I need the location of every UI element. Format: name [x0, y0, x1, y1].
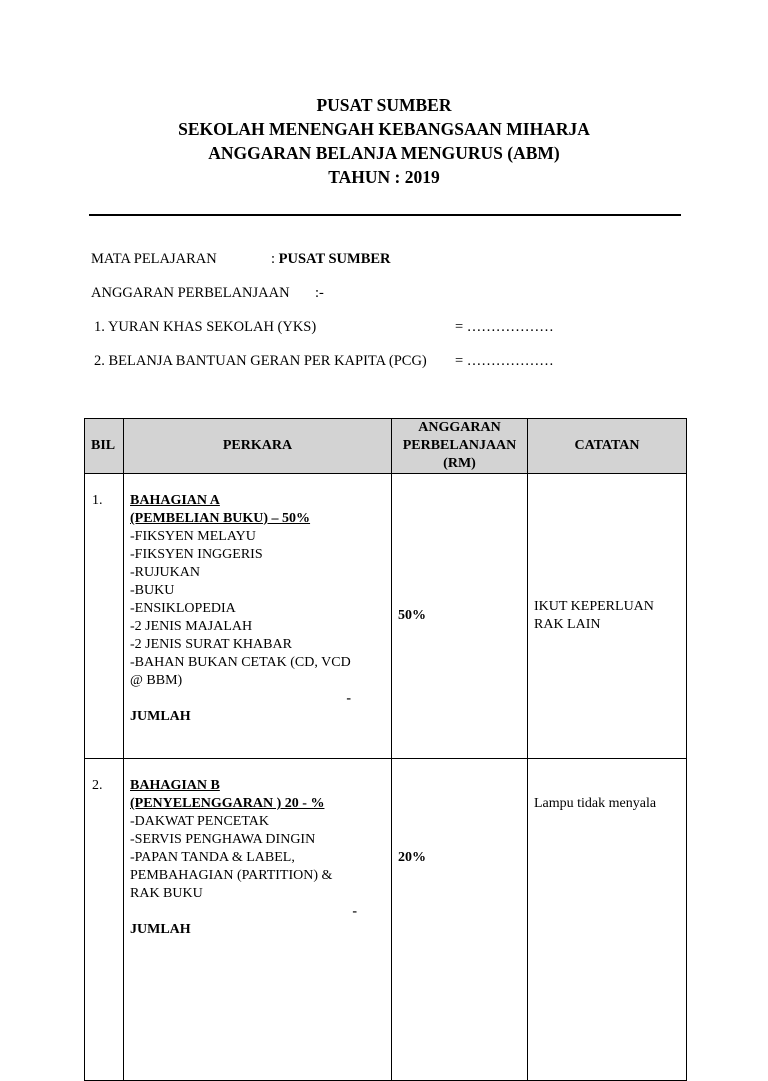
- list-item: -2 JENIS MAJALAH: [130, 619, 253, 634]
- list-item: @ BBM): [130, 673, 183, 688]
- title-line-4: TAHUN : 2019: [328, 167, 440, 187]
- yks-value: = ………………: [455, 319, 554, 335]
- table-header-row: [85, 419, 687, 474]
- total-dash: -: [346, 691, 351, 706]
- subject-label: MATA PELAJARAN: [91, 251, 217, 267]
- header-anggaran-line-1: ANGGARAN: [418, 420, 501, 435]
- title-line-2: SEKOLAH MENENGAH KEBANGSAAN MIHARJA: [178, 119, 590, 139]
- catatan-line-1: IKUT KEPERLUAN: [534, 599, 654, 614]
- list-item: -BAHAN BUKAN CETAK (CD, VCD: [130, 655, 351, 670]
- yks-label: 1. YURAN KHAS SEKOLAH (YKS): [94, 319, 317, 335]
- budget-line: [91, 284, 324, 302]
- header-anggaran-line-3: (RM): [443, 456, 476, 471]
- row-bil: 2.: [85, 759, 124, 1081]
- pcg-value: = ………………: [455, 353, 554, 369]
- section-heading-line-1: BAHAGIAN A: [130, 493, 220, 508]
- list-item: -BUKU: [130, 583, 175, 598]
- row-catatan: Lampu tidak menyala: [528, 759, 687, 1081]
- budget-separator: :-: [315, 285, 324, 301]
- catatan-line-2: RAK LAIN: [534, 617, 601, 632]
- title-line-1: PUSAT SUMBER: [316, 95, 452, 115]
- list-item: -2 JENIS SURAT KHABAR: [130, 637, 292, 652]
- list-item: -FIKSYEN MELAYU: [130, 529, 256, 544]
- header-catatan: CATATAN: [528, 419, 687, 474]
- list-item: -SERVIS PENGHAWA DINGIN: [130, 832, 316, 847]
- subject-value: PUSAT SUMBER: [278, 251, 391, 267]
- document-title: [0, 93, 768, 189]
- budget-table: [84, 418, 687, 1081]
- header-perkara: PERKARA: [124, 419, 392, 474]
- subject-line: [91, 250, 391, 268]
- list-item: -PAPAN TANDA & LABEL,: [130, 850, 295, 865]
- total-label: JUMLAH: [130, 922, 191, 937]
- title-line-3: ANGGARAN BELANJA MENGURUS (ABM): [208, 143, 560, 163]
- header-anggaran: [392, 419, 528, 474]
- row-perkara: [124, 474, 392, 759]
- list-item: RAK BUKU: [130, 886, 203, 901]
- section-heading-line-2: (PENYELENGGARAN ) 20 - %: [130, 796, 325, 811]
- section-heading-line-2: (PEMBELIAN BUKU) – 50%: [130, 511, 311, 526]
- title-divider: [89, 214, 681, 216]
- header-bil: BIL: [85, 419, 124, 474]
- row-anggaran: 50%: [392, 474, 528, 759]
- list-item: PEMBAHAGIAN (PARTITION) &: [130, 868, 333, 883]
- table-row: [85, 474, 687, 759]
- row-anggaran: 20%: [392, 759, 528, 1081]
- row-bil: 1.: [85, 474, 124, 759]
- section-heading-line-1: BAHAGIAN B: [130, 778, 220, 793]
- section-heading: [130, 777, 324, 813]
- total-dash: -: [352, 904, 357, 919]
- list-item: -DAKWAT PENCETAK: [130, 814, 270, 829]
- list-item: -RUJUKAN: [130, 565, 200, 580]
- table-row: [85, 759, 687, 1081]
- header-anggaran-line-2: PERBELANJAAN: [402, 438, 517, 453]
- row-perkara: [124, 759, 392, 1081]
- row-catatan: [528, 474, 687, 759]
- section-heading: [130, 492, 310, 528]
- list-item: -ENSIKLOPEDIA: [130, 601, 236, 616]
- pcg-label: 2. BELANJA BANTUAN GERAN PER KAPITA (PCG): [94, 353, 427, 369]
- total-label: JUMLAH: [130, 709, 191, 724]
- subject-separator: :: [271, 251, 279, 267]
- budget-label: ANGGARAN PERBELANJAAN: [91, 285, 290, 301]
- list-item: -FIKSYEN INGGERIS: [130, 547, 263, 562]
